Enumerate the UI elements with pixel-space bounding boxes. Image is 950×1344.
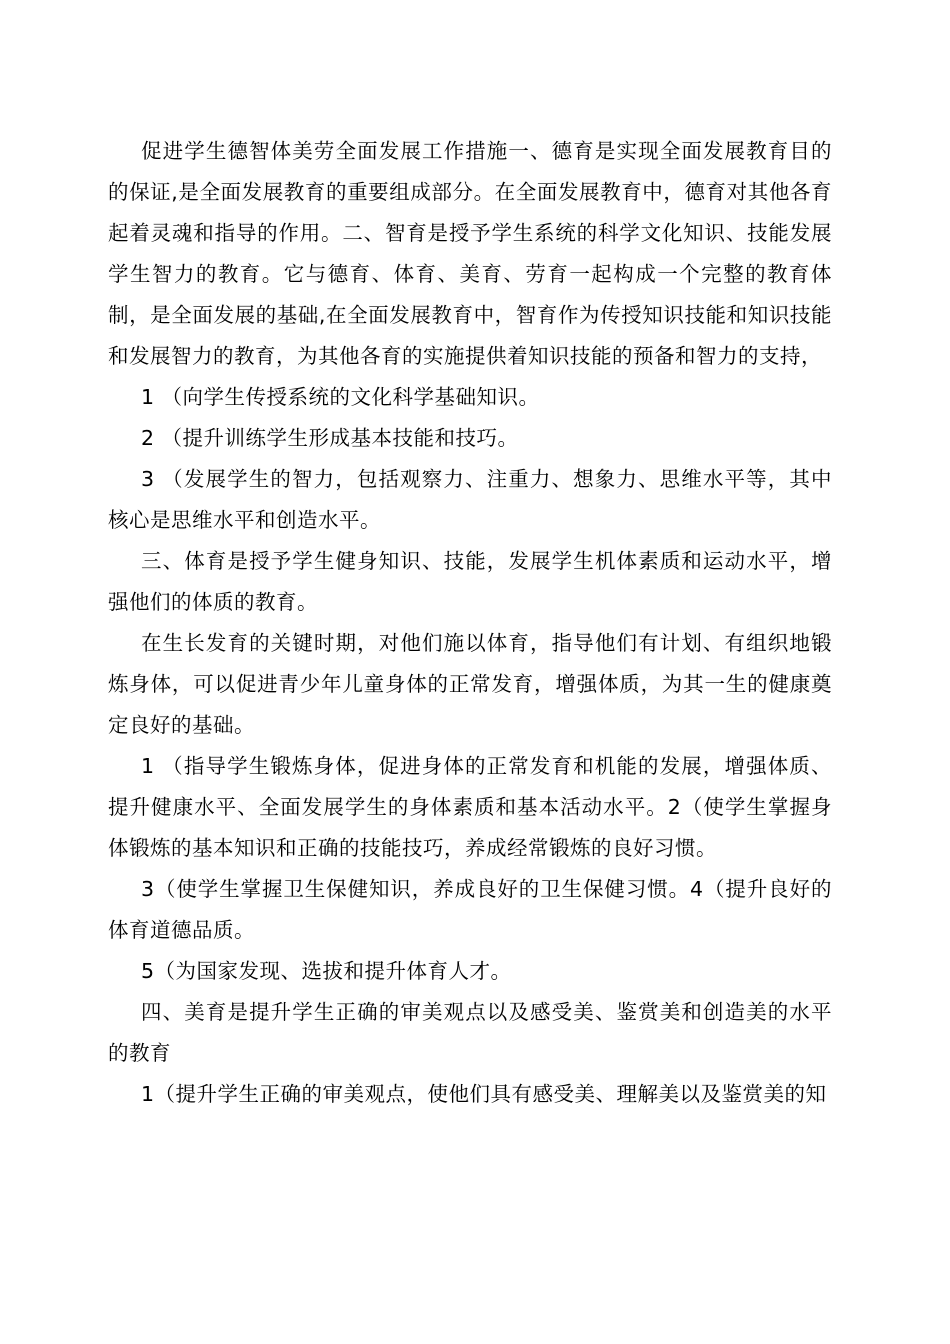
paragraph-intellect-item-2: 2 （提升训练学生形成基本技能和技巧。 — [141, 426, 519, 450]
paragraph-intro: 促进学生德智体美劳全面发展工作措施一、德育是实现全面发展教育目的的保证,是全面发展教育的重要组成部分。在全面发展教育中，德育对其他各育起着灵魂和指导的作用。二、智育是授予学生系统的科学文化知识、技能发展学生智力的教育。它与德育、体育、美育、劳育一起构成一个完整的教育体制，是全面发展的基础,在全面发展教育中，智育作为传授知识技能和知识技能和发展智力的教育，为其他各育的实施提供着知识技能的预备和智力的支持， — [108, 139, 832, 368]
paragraph-physical-items-1-2: 1 （指导学生锻炼身体，促进身体的正常发育和机能的发展，增强体质、提升健康水平、全面发展学生的身体素质和基本活动水平。2（使学生掌握身体锻炼的基本知识和正确的技能技巧，养成经常锻炼的良好习惯。 — [108, 754, 832, 860]
paragraph-physical-growth: 在生长发育的关键时期，对他们施以体育，指导他们有计划、有组织地锻炼身体，可以促进青少年儿童身体的正常发育，增强体质，为其一生的健康奠定良好的基础。 — [108, 631, 832, 737]
paragraph-intellect-item-1: 1 （向学生传授系统的文化科学基础知识。 — [141, 385, 540, 409]
paragraph-aesthetic-item-1: 1（提升学生正确的审美观点，使他们具有感受美、理解美以及鉴赏美的知 — [141, 1082, 827, 1106]
paragraph-physical-items-3-4: 3（使学生掌握卫生保健知识，养成良好的卫生保健习惯。4（提升良好的体育道德品质。 — [108, 877, 832, 942]
paragraph-physical-item-5: 5（为国家发现、选拔和提升体育人才。 — [141, 959, 512, 983]
document-body — [108, 131, 832, 1115]
paragraph-physical-heading: 三、体育是授予学生健身知识、技能，发展学生机体素质和运动水平，增强他们的体质的教育。 — [108, 549, 832, 614]
paragraph-aesthetic-heading: 四、美育是提升学生正确的审美观点以及感受美、鉴赏美和创造美的水平的教育 — [108, 1000, 832, 1065]
paragraph-intellect-item-3: 3 （发展学生的智力，包括观察力、注重力、想象力、思维水平等，其中核心是思维水平和创造水平。 — [108, 467, 832, 532]
